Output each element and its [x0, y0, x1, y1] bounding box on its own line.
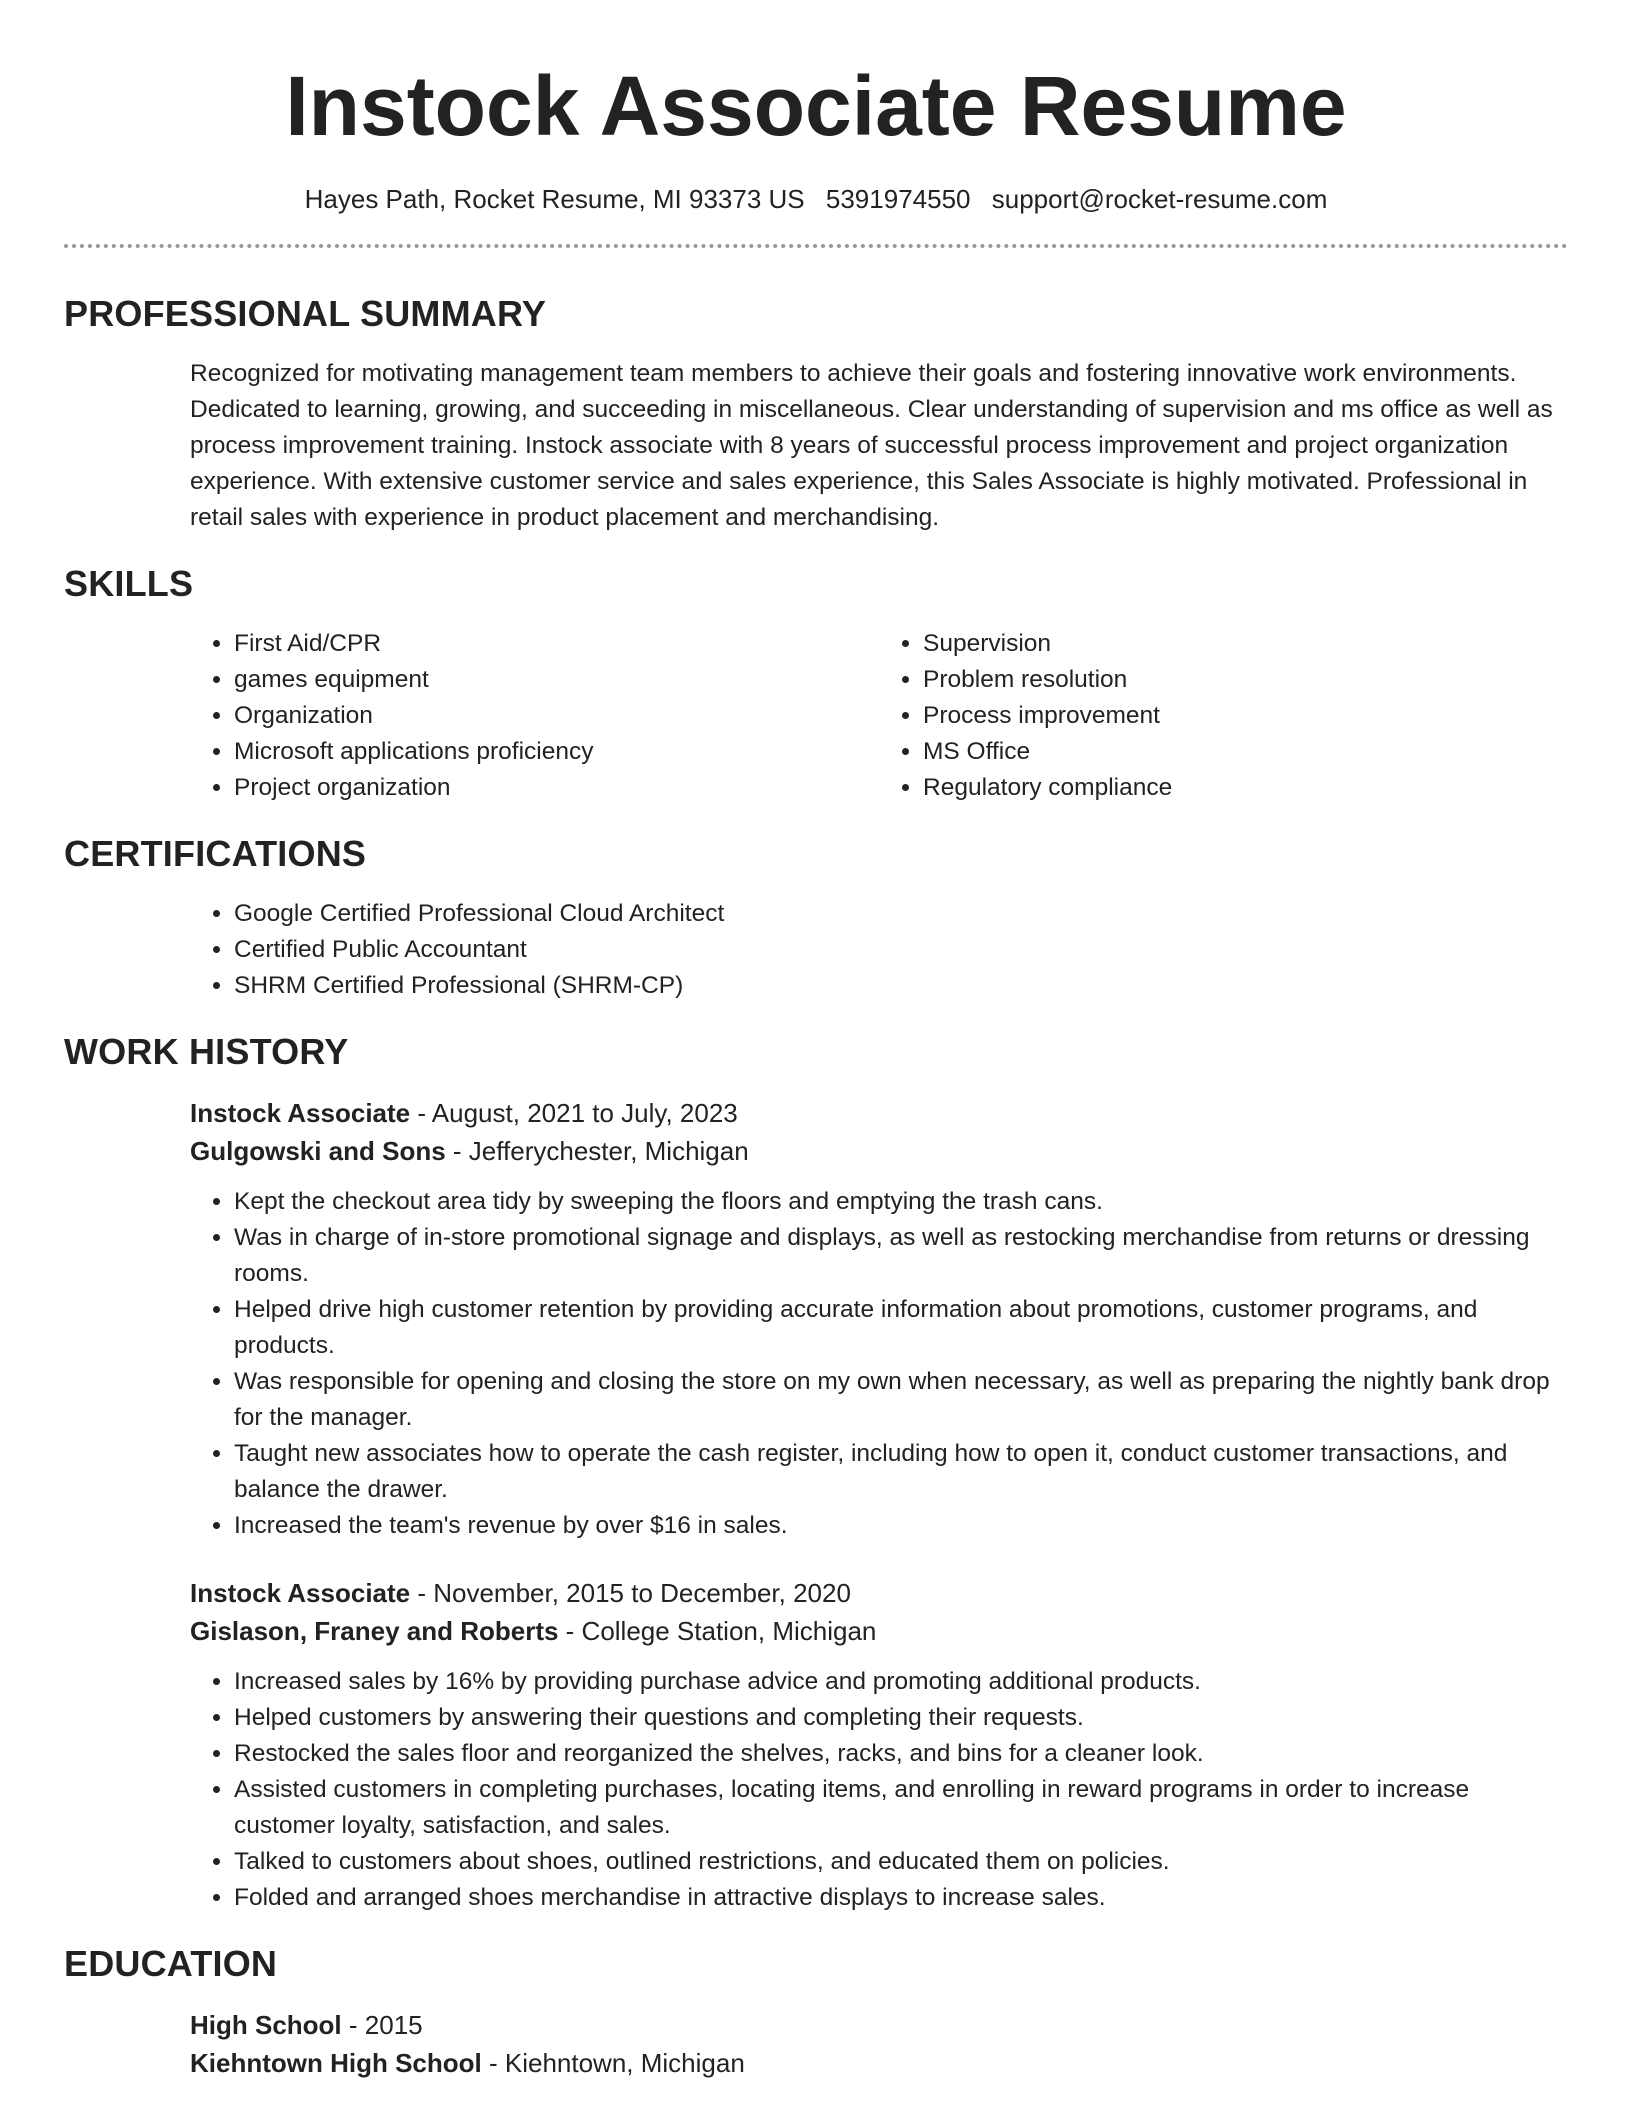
skills-grid	[190, 626, 1568, 806]
skill-item: • Process improvement	[923, 698, 1568, 734]
summary-body	[190, 356, 1568, 536]
job-title-line	[190, 1574, 1568, 1612]
job-bullet: • Helped customers by answering their questions and completing their requests.	[234, 1700, 1568, 1736]
skill-item: • MS Office	[923, 734, 1568, 770]
contact-address: Hayes Path, Rocket Resume, MI 93373 US	[304, 184, 805, 214]
skills-heading: SKILLS	[64, 563, 194, 604]
skills-section	[64, 562, 1568, 806]
education-degree: High School	[190, 2010, 342, 2040]
skill-item: • Supervision	[923, 626, 1568, 662]
resume-title: Instock Associate Resume	[285, 59, 1347, 153]
skill-item: • Organization	[234, 698, 879, 734]
summary-text: Recognized for motivating management team members to achieve their goals and fostering innovative work environments. Dedicated to learning, growing, and succeeding in miscellaneous. Clear understanding of supervision and ms office as well as process improvement training. Instock associate with 8 years of successful process improvement and project organization experience. With extensive customer service and sales experience, this Sales Associate is highly motivated. Professional in retail sales with experience in product placement and merchandising.	[190, 360, 1553, 531]
work-heading: WORK HISTORY	[64, 1031, 349, 1072]
job-bullet: • Increased the team's revenue by over $16 in sales.	[234, 1508, 1568, 1544]
education-school-line	[190, 2044, 1568, 2082]
job-bullet: • Taught new associates how to operate the cash register, including how to open it, conduct customer transactions, and balance the drawer.	[234, 1436, 1568, 1508]
summary-section	[64, 292, 1568, 536]
job-bullets	[190, 1184, 1568, 1544]
job-bullet: • Restocked the sales floor and reorganized the shelves, racks, and bins for a cleaner look.	[234, 1736, 1568, 1772]
skills-list-left	[190, 626, 879, 806]
education-degree-line	[190, 2006, 1568, 2044]
skill-item: • Project organization	[234, 770, 879, 806]
contact-line	[64, 182, 1568, 216]
job-company: Gislason, Franey and Roberts	[190, 1616, 559, 1646]
skill-item: • Microsoft applications proficiency	[234, 734, 879, 770]
header-divider	[64, 244, 1568, 248]
contact-email[interactable]: support@rocket-resume.com	[991, 184, 1328, 214]
skills-list-right	[879, 626, 1568, 806]
education-school: Kiehntown High School	[190, 2048, 482, 2078]
job-location: - Jefferychester, Michigan	[445, 1136, 749, 1166]
job-role: Instock Associate	[190, 1578, 411, 1608]
skill-item: • Problem resolution	[923, 662, 1568, 698]
education-heading: EDUCATION	[64, 1943, 278, 1984]
job-dates: - August, 2021 to July, 2023	[410, 1098, 738, 1128]
certifications-section	[64, 832, 1568, 1004]
job-bullets	[190, 1664, 1568, 1916]
job-bullet: • Assisted customers in completing purchases, locating items, and enrolling in reward programs in order to increase customer loyalty, satisfaction, and sales.	[234, 1772, 1568, 1844]
certification-item: • Google Certified Professional Cloud Architect	[234, 896, 1568, 932]
summary-heading: PROFESSIONAL SUMMARY	[64, 293, 547, 334]
job-bullet: • Helped drive high customer retention by providing accurate information about promotions, customer programs, and products.	[234, 1292, 1568, 1364]
certification-item: • SHRM Certified Professional (SHRM-CP)	[234, 968, 1568, 1004]
job-entry	[190, 1094, 1568, 1544]
job-company: Gulgowski and Sons	[190, 1136, 446, 1166]
certifications-list	[190, 896, 1568, 1004]
job-title-line	[190, 1094, 1568, 1132]
job-company-line	[190, 1612, 1568, 1650]
job-company-line	[190, 1132, 1568, 1170]
job-bullet: • Increased sales by 16% by providing purchase advice and promoting additional products.	[234, 1664, 1568, 1700]
job-bullet: • Kept the checkout area tidy by sweeping the floors and emptying the trash cans.	[234, 1184, 1568, 1220]
job-dates: - November, 2015 to December, 2020	[410, 1578, 851, 1608]
job-entry	[190, 1574, 1568, 1916]
education-year: - 2015	[341, 2010, 423, 2040]
job-bullet: • Was responsible for opening and closing the store on my own when necessary, as well as preparing the nightly bank drop for the manager.	[234, 1364, 1568, 1436]
contact-phone: 5391974550	[825, 184, 971, 214]
job-bullet: • Was in charge of in-store promotional signage and displays, as well as restocking merchandise from returns or dressing rooms.	[234, 1220, 1568, 1292]
skill-item: • games equipment	[234, 662, 879, 698]
education-entry	[190, 2006, 1568, 2082]
certifications-body	[190, 896, 1568, 1004]
job-role: Instock Associate	[190, 1098, 411, 1128]
work-section	[64, 1030, 1568, 1916]
job-location: - College Station, Michigan	[558, 1616, 877, 1646]
certifications-heading: CERTIFICATIONS	[64, 833, 367, 874]
skill-item: • First Aid/CPR	[234, 626, 879, 662]
job-bullet: • Talked to customers about shoes, outlined restrictions, and educated them on policies.	[234, 1844, 1568, 1880]
skill-item: • Regulatory compliance	[923, 770, 1568, 806]
certification-item: • Certified Public Accountant	[234, 932, 1568, 968]
job-bullet: • Folded and arranged shoes merchandise in attractive displays to increase sales.	[234, 1880, 1568, 1916]
education-location: - Kiehntown, Michigan	[481, 2048, 745, 2078]
education-section	[64, 1942, 1568, 2082]
